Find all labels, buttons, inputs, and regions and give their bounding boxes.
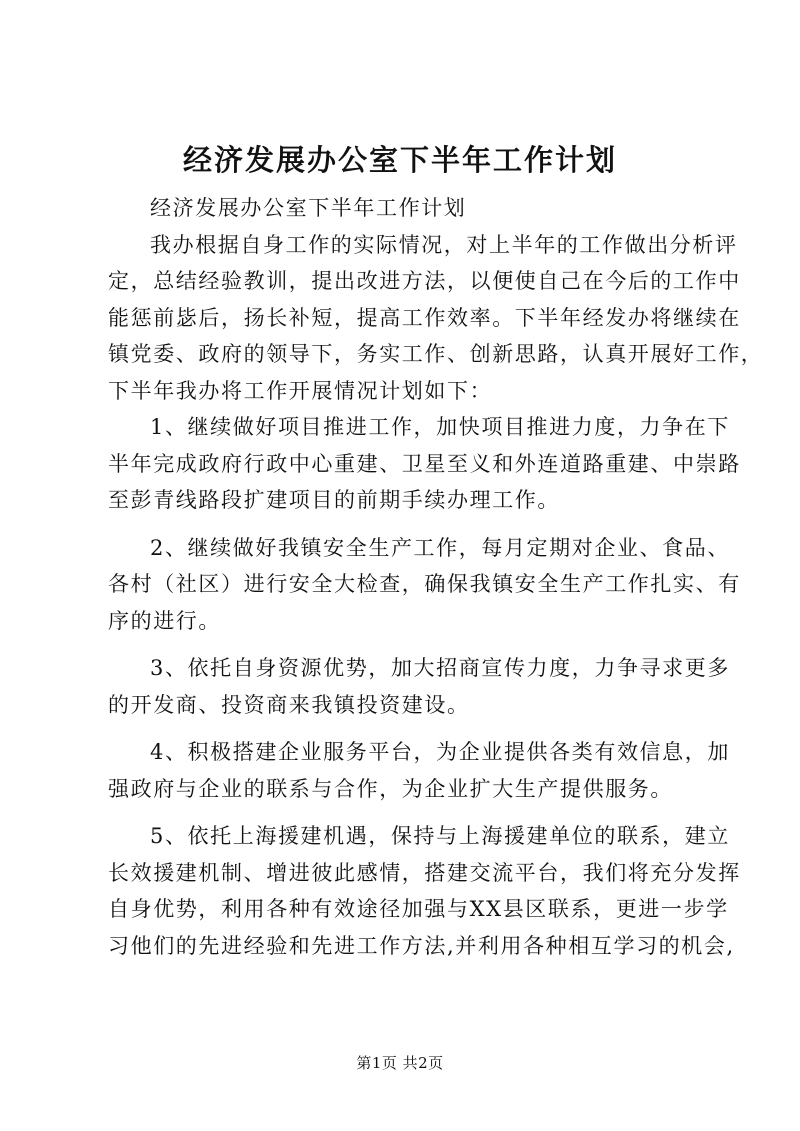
- paragraph-line: 自身优势，利用各种有效途径加强与XX县区联系，更进一步学: [108, 897, 729, 921]
- paragraph-item-2: [108, 530, 741, 640]
- paragraph-line: 5、依托上海援建机遇，保持与上海援建单位的联系，建立: [150, 824, 730, 848]
- paragraph-line: 的开发商、投资商来我镇投资建设。: [108, 692, 470, 717]
- paragraph-spacer: [108, 519, 700, 530]
- paragraph-item-4: [108, 734, 730, 807]
- paragraph-line: 强政府与企业的联系与合作，为企业扩大生产提供服务。: [108, 776, 673, 801]
- paragraph-item-3: [108, 650, 730, 723]
- document-subtitle: 经济发展办公室下半年工作计划: [150, 196, 467, 220]
- paragraph-line: 我办根据自身工作的实际情况，对上半年的工作做出分析评: [150, 232, 738, 257]
- paragraph-item-5: [108, 818, 741, 964]
- paragraph-line: 镇党委、政府的领导下，务实工作、创新思路，认真开展好工作，: [108, 342, 764, 366]
- paragraph-line: 定，总结经验教训，提出改进方法，以便使自己在今后的工作中: [108, 269, 741, 293]
- paragraph-spacer: [108, 723, 700, 734]
- paragraph-line: 习他们的先进经验和先进工作方法,并利用各种相互学习的机会,: [108, 933, 735, 958]
- paragraph-line: 2、继续做好我镇安全生产工作，每月定期对企业、食品、: [150, 535, 730, 560]
- paragraph-line: 能惩前毖后，扬长补短，提高工作效率。下半年经发办将继续在: [108, 305, 741, 330]
- document-body: [108, 190, 764, 964]
- paragraph-line: 长效援建机制、增进彼此感情，搭建交流平台，我们将充分发挥: [108, 860, 741, 885]
- document-title: 经济发展办公室下半年工作计划: [182, 143, 617, 177]
- paragraph-line: 各村（社区）进行安全大检查，确保我镇安全生产工作扎实、有: [108, 572, 741, 596]
- page-number-footer: 第1页 共2页: [356, 1054, 444, 1072]
- paragraph-line: 1、继续做好项目推进工作，加快项目推进力度，力争在下: [150, 415, 730, 439]
- paragraph-spacer: [108, 807, 700, 818]
- paragraph-line: 下半年我办将工作开展情况计划如下：: [108, 378, 493, 403]
- paragraph-line: 4、积极搭建企业服务平台，为企业提供各类有效信息，加: [150, 740, 730, 764]
- paragraph-intro: [108, 227, 764, 410]
- paragraph-line: 半年完成政府行政中心重建、卫星至义和外连道路重建、中崇路: [108, 451, 741, 476]
- paragraph-spacer: [108, 639, 700, 650]
- paragraph-line: 序的进行。: [108, 608, 221, 633]
- paragraph-line: 至彭青线路段扩建项目的前期手续办理工作。: [108, 488, 560, 512]
- paragraph-line: 3、依托自身资源优势，加大招商宣传力度，力争寻求更多: [150, 656, 730, 680]
- paragraph-item-1: [108, 409, 741, 519]
